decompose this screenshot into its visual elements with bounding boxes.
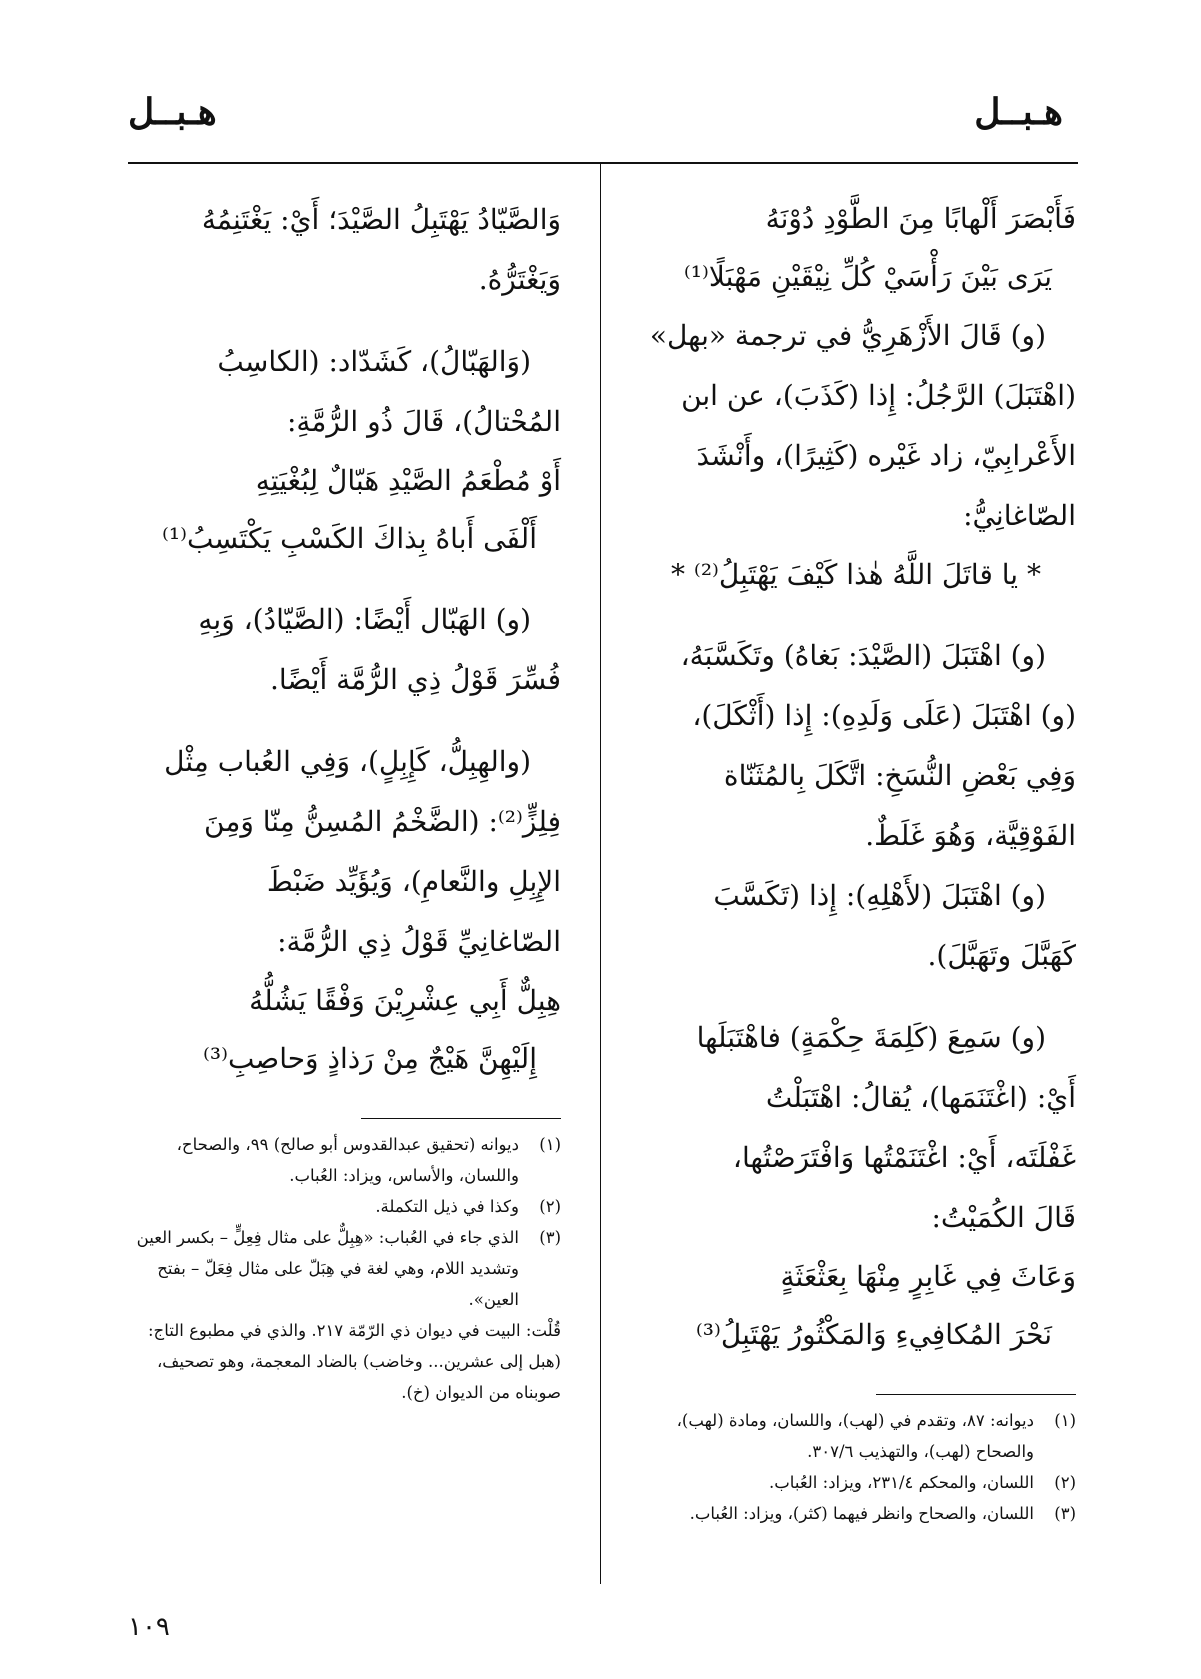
running-header-left: هـبــل <box>128 91 217 133</box>
entry-paragraph: (و) قَالَ الأَزْهَرِيُّ في ترجمة «بهل» (اهْتَبَلَ) الرَّجُلُ: إِذا (كَذَبَ)، عن ابن الأَعْرابِيّ، زاد غَيْره (كَثِيرًا)، وأَنْشَدَ الصّاغانِيُّ: <box>649 319 1076 532</box>
footnote-text: الذي جاء في العُباب: «هِبِلٌّ على مثال فِعِلٍّ – بكسر العين وتشديد اللام، وهي لغة في هِبَلّ على مثال فِعَلّ – بفتح العين». <box>136 1228 519 1309</box>
footnote-text: ديوانه: ٨٧، وتقدم في (لهب)، واللسان، ومادة (لهب)، والصحاح (لهب)، والتهذيب ٣٠٧/٦. <box>676 1411 1034 1461</box>
verse-line: هِبِلٌّ أَبِي عِشْرِيْنَ وَفْقًا يَشُلُّهُ <box>249 984 561 1017</box>
verse-line: إِلَيْهِنَّ هَيْجٌ مِنْ رَذاذٍ وَحاصِبِ⁽³⁾ <box>202 1042 537 1075</box>
footnote-text: اللسان، والمحكم ٢٣١/٤، ويزاد: العُباب. <box>769 1473 1034 1492</box>
footnote-text: ديوانه (تحقيق عبدالقدوس أبو صالح) ٩٩، والصحاح، واللسان، والأساس، ويزاد: العُباب. <box>176 1135 519 1185</box>
entry-paragraph: (و) سَمِعَ (كَلِمَةَ حِكْمَةٍ) فاهْتَبَلَها أَيْ: (اغْتَنَمَها)، يُقالُ: اهْتَبَلْتُ غَفْلَتَه، أَيْ: اغْتَنَمْتُها وَافْتَرَصْتُها، قَالَ الكُمَيْتُ: <box>696 1021 1076 1234</box>
verse-line: فَأَبْصَرَ أَلْهابًا مِنَ الطَّوْدِ دُوْنَهُ <box>765 202 1076 235</box>
hemistich: * يا قاتَلَ اللَّهُ هٰذا كَيْفَ يَهْتَبِلُ⁽²⁾ * <box>671 558 1041 591</box>
footnote-rule <box>876 1394 1076 1395</box>
footnote-number: (٣) <box>539 1228 561 1247</box>
entry-paragraph: (و) اهْتَبَلَ (الصَّيْدَ: بَغاهُ) وتَكَسَّبَهُ، (و) اهْتَبَلَ (عَلَى وَلَدِهِ): إِذا (أَثْكَلَ)، وَفِي بَعْضِ النُّسَخِ: اتَّكَلَ بِالمُثَنّاة الفَوْقِيَّة، وَهُوَ غَلَطٌ. <box>680 639 1076 852</box>
footnote <box>126 1129 561 1191</box>
footnote-editor-note: قُلْت: البيت في ديوان ذي الرّمّة ٢١٧. والذي في مطبوع التاج: (هبل إلى عشرين... وخاضب) بالضاد المعجمة، وهو تصحيف، صوبناه من الديوان (خ). <box>148 1321 561 1402</box>
footnote-number: (٢) <box>1054 1473 1076 1492</box>
footnote-number: (١) <box>539 1135 561 1154</box>
page-number: ١٠٩ <box>128 1612 170 1642</box>
footnote <box>126 1191 561 1222</box>
footnote-text: وكذا في ذيل التكملة. <box>375 1197 519 1216</box>
footnote-number: (٢) <box>539 1197 561 1216</box>
verse-line: يَرَى بَيْنَ رَأْسَيْ كُلِّ نِيْقَيْنِ مَهْبَلًا⁽¹⁾ <box>683 260 1052 293</box>
column-divider <box>600 164 601 1584</box>
footnote <box>636 1467 1076 1498</box>
footnote-text: اللسان، والصحاح وانظر فيهما (كثر)، ويزاد: العُباب. <box>689 1504 1034 1523</box>
footnote <box>636 1498 1076 1529</box>
running-header-right: هـبــل <box>974 91 1063 133</box>
left-column <box>126 190 561 1408</box>
verse-line: أَوْ مُطْعَمُ الصَّيْدِ هَبّالٌ لِبُغْيَتِهِ <box>255 464 561 497</box>
footnote-rule <box>361 1118 561 1119</box>
entry-paragraph: (وَالهَبّالُ)، كَشَدّاد: (الكاسِبُ المُحْتالُ)، قَالَ ذُو الرُّمَّةِ: <box>217 345 561 438</box>
footnote <box>636 1405 1076 1467</box>
entry-paragraph: (والهِبِلُّ، كَإِبِلٍ)، وَفِي العُباب مِثْل فِلِزٍّ⁽²⁾: (الضَّخْمُ المُسِنُّ مِنّا وَمِنَ الإِبِلِ والنَّعامِ)، وَيُؤَيِّد ضَبْطَ الصّاغانِيِّ قَوْلُ ذِي الرُّمَّة: <box>164 745 561 958</box>
footnote-number: (١) <box>1054 1411 1076 1430</box>
right-column <box>636 190 1076 1529</box>
entry-paragraph: وَالصَّيّادُ يَهْتَبِلُ الصَّيْدَ؛ أَيْ: يَغْتَنِمُهُ وَيَغْتَرُّهُ. <box>201 203 561 296</box>
verse-line: نَحْرَ المُكافِيءِ وَالمَكْثُورُ يَهْتَبِلُ⁽³⁾ <box>695 1318 1052 1351</box>
entry-paragraph: (و) الهَبّال أَيْضًا: (الصَّيّادُ)، وَبِهِ فُسِّرَ قَوْلُ ذِي الرُّمَّة أَيْضًا. <box>198 603 561 696</box>
footnote-number: (٣) <box>1054 1504 1076 1523</box>
verse-line: أَلْفَى أَباهُ بِذاكَ الكَسْبِ يَكْتَسِبُ⁽¹⁾ <box>162 522 537 555</box>
verse-line: وَعَاثَ فِي غَابِرٍ مِنْهَا بِعَثْعَثَةٍ <box>780 1260 1076 1293</box>
header-rule <box>128 162 1078 164</box>
entry-paragraph: (و) اهْتَبَلَ (لأَهْلِهِ): إِذا (تَكَسَّبَ كَهَبَّلَ وتَهَبَّلَ). <box>713 879 1076 972</box>
footnote <box>126 1222 561 1315</box>
